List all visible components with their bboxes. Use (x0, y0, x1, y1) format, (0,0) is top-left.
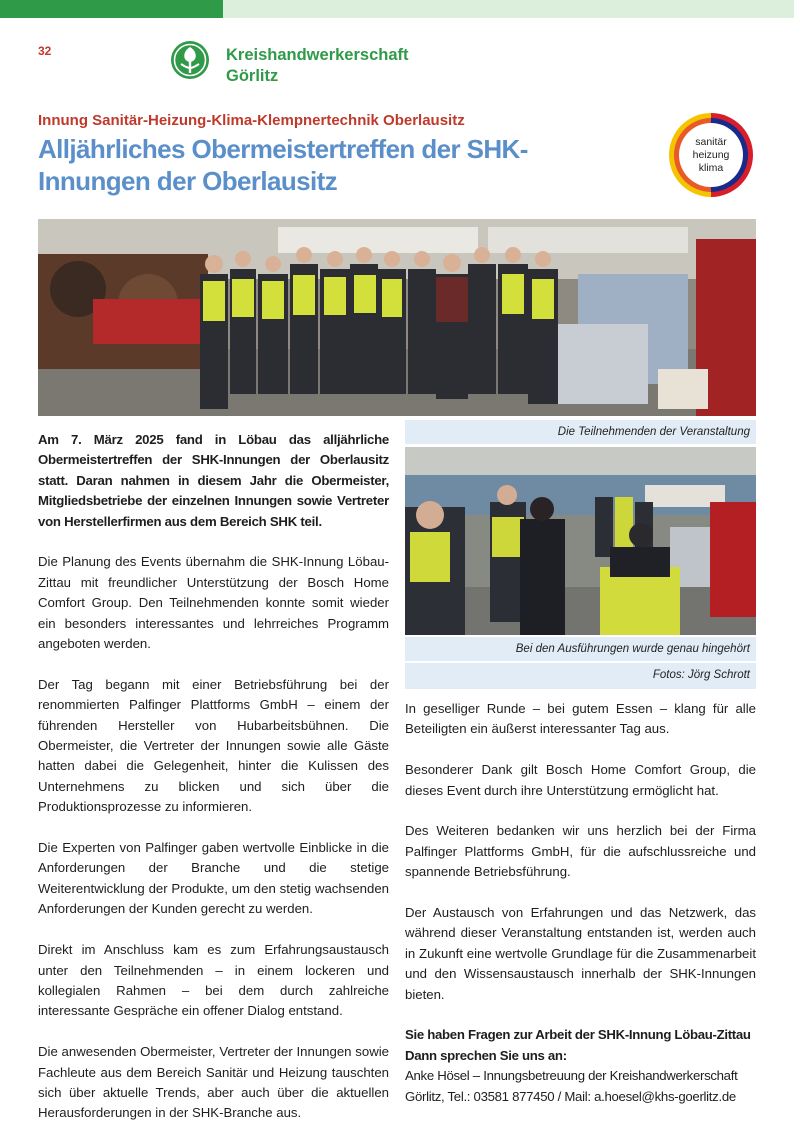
article-title (38, 133, 638, 197)
presentation-photo (405, 447, 756, 635)
body-paragraph-3: Die Experten von Palfinger gaben wertvolle Einblicke in die Anforderungen der Branche und die stetige Weiterentwicklung der Produkte, um den stetig wachsenden Anforderungen der Kunden gerecht zu werden. (38, 840, 389, 917)
body-paragraph-1: Die Planung des Events übernahm die SHK-Innung Löbau-Zittau mit freundlicher Unterstützung der Bosch Home Comfort Group. Den Teilnehmenden konnte somit wieder ein besonders interessantes und lehrreiches Programm angeboten werden. (38, 554, 389, 652)
body-paragraph-4: Direkt im Anschluss kam es zum Erfahrungsaustausch unter den Teilnehmenden – in einem lockeren und kollegialen Rahmen – bei dem durch zahlreiche interessante Gespräche ein offener Dialog entstand. (38, 942, 389, 1019)
body-paragraph-6: In geselliger Runde – bei gutem Essen – klang für alle Beteiligten ein äußerst interessanter Tag aus. (405, 701, 756, 737)
group-photo (38, 219, 756, 416)
photo-credit: Fotos: Jörg Schrott (405, 663, 756, 689)
top-bar-light (223, 0, 794, 18)
photo-caption-2: Bei den Ausführungen wurde genau hingehört (405, 637, 756, 661)
body-paragraph-2: Der Tag begann mit einer Betriebsführung bei der renommierten Palfinger Plattforms GmbH – einem der führenden Hersteller von Hubarbeitsbühnen. Die Obermeister, die Vertreter der Innungen sowie alle Gäste hatten dabei die Gelegenheit, hinter die Kulissen des Unternehmens zu blicken und sich über die Produktionsprozesse zu informieren. (38, 676, 389, 815)
shk-badge-label (668, 136, 754, 175)
shk-badge-line2: heizung (692, 149, 730, 161)
contact-line-2: Görlitz, Tel.: 03581 877450 / Mail: a.hoesel@khs-goerlitz.de (405, 1088, 736, 1104)
top-bar-dark (0, 0, 223, 18)
shk-badge-line3: klima (698, 162, 724, 174)
article-title-line1: Alljährliches Obermeistertreffen der SHK- (38, 134, 528, 164)
body-paragraph-5: Die anwesenden Obermeister, Vertreter der Innungen sowie Fachleute aus dem Bereich Sanitär und Heizung tauschten sich über aktuelle Trends, aber auch über die aktuellen Herausforderungen in der SHK-Branche aus. (38, 1044, 389, 1121)
photo-caption-1: Die Teilnehmenden der Veranstaltung (405, 420, 756, 444)
lead-paragraph: Am 7. März 2025 fand in Löbau das alljährliche Obermeistertreffen der SHK-Innungen der Oberlausitz statt. Daran nahmen in diesem Jahr die Obermeister, Mitgliedsbetriebe der einzelnen Innungen sowie Vertreter von Herstellerfirmen aus dem Bereich SHK teil. (38, 432, 389, 529)
contact-box (405, 1025, 756, 1107)
organization-name-line1: Kreishandwerkerschaft (226, 46, 409, 64)
contact-heading-2: Dann sprechen Sie uns an: (405, 1047, 567, 1063)
body-paragraph-7: Besonderer Dank gilt Bosch Home Comfort Group, die dieses Event durch ihre Unterstützung ermöglicht hat. (405, 762, 756, 798)
contact-heading-1: Sie haben Fragen zur Arbeit der SHK-Innung Löbau-Zittau (405, 1027, 751, 1043)
organization-name (226, 45, 409, 87)
body-paragraph-9: Der Austausch von Erfahrungen und das Netzwerk, das während dieser Veranstaltung entstanden ist, werden auch in Zukunft eine wertvolle Grundlage für die Zusammenarbeit und den Wissensaustausch innerhalb der SHK-Innungen bieten. (405, 905, 756, 1002)
right-column (405, 699, 756, 1107)
body-paragraph-8: Des Weiteren bedanken wir uns herzlich bei der Firma Palfinger Plattforms GmbH, für die aufschlussreiche und spannende Betriebsführung. (405, 823, 756, 880)
article-title-line2: Innungen der Oberlausitz (38, 166, 338, 196)
article-kicker: Innung Sanitär-Heizung-Klima-Klempnertechnik Oberlausitz (38, 112, 465, 129)
contact-line-1: Anke Hösel – Innungsbetreuung der Kreishandwerkerschaft (405, 1068, 738, 1084)
shk-badge-line1: sanitär (695, 136, 727, 148)
left-column (38, 430, 389, 1144)
tree-hand-logo-icon (170, 40, 210, 80)
page-number: 32 (38, 44, 52, 58)
organization-name-line2: Görlitz (226, 67, 279, 85)
